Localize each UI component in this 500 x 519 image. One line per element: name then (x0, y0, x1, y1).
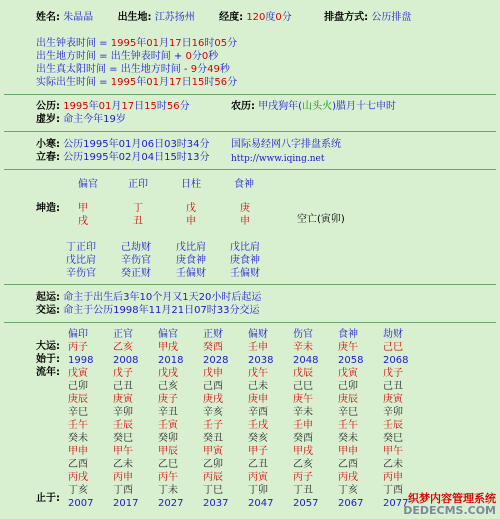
liunian-item: 癸巳 (383, 433, 403, 444)
liunian-item: 甲辰 (158, 446, 178, 457)
pillar-branch-2: 丑 (133, 216, 143, 227)
liunian-item: 辛巳 (338, 407, 358, 418)
liunian-item: 辛酉 (248, 407, 268, 418)
liunian-item: 丙辰 (203, 472, 223, 483)
hidden-stems-1: 丁正印 戊比肩 辛伤官 (66, 242, 96, 279)
liunian-item: 乙未 (383, 459, 403, 470)
liunian-item: 丁亥 (68, 485, 88, 496)
liunian-item: 戊戌 (158, 368, 178, 379)
liunian-item: 戊寅 (338, 368, 358, 379)
dayun-column (248, 328, 282, 510)
liunian-item: 壬午 (68, 420, 88, 431)
liunian-item: 丙申 (113, 472, 133, 483)
liunian-item: 丙申 (383, 472, 403, 483)
liunian-item: 癸未 (68, 433, 88, 444)
name-value: 朱晶晶 (63, 12, 94, 23)
dayun-end-year: 2047 (248, 498, 274, 509)
pillar-branch-1: 戌 (78, 216, 88, 227)
watermark-line1: 织梦内容管理系统 (408, 492, 496, 505)
liunian-item: 己卯 (338, 381, 358, 392)
dayun-god: 食神 (338, 329, 358, 340)
liunian-item: 丙戌 (68, 472, 88, 483)
pillar-branch-3: 申 (186, 216, 196, 227)
time-row-3: 出生真太阳时间 = 出生地方时间 - 9分49秒 (36, 64, 230, 75)
liunian-item: 己丑 (383, 381, 403, 392)
liunian-item: 丁卯 (248, 485, 268, 496)
liunian-item: 丁酉 (113, 485, 133, 496)
dayun-god: 伤官 (293, 329, 313, 340)
liunian-item: 辛卯 (383, 407, 403, 418)
liunian-item: 己丑 (113, 381, 133, 392)
liunian-item: 甲午 (383, 446, 403, 457)
dayun-column (203, 328, 237, 510)
liunian-item: 癸巳 (113, 433, 133, 444)
hidden-stems-4: 戊比肩 庚食神 壬偏财 (230, 242, 260, 279)
watermark-line2: DEDECMS.COM (403, 504, 496, 517)
watermark (403, 492, 496, 517)
liunian-item: 戊辰 (293, 368, 313, 379)
liunian-item: 丁亥 (338, 485, 358, 496)
dayun-stem: 癸酉 (203, 342, 223, 353)
liunian-item: 丙戌 (338, 472, 358, 483)
liunian-item: 戊寅 (68, 368, 88, 379)
dayun-start-year: 2028 (203, 355, 229, 366)
liunian-item: 壬戌 (248, 420, 268, 431)
liunian-item: 庚午 (293, 394, 313, 405)
liunian-item: 己巳 (293, 381, 313, 392)
dayun-stem: 壬申 (248, 342, 268, 353)
divider (4, 284, 496, 285)
liunian-item: 己亥 (158, 381, 178, 392)
method-label: 排盘方式: (324, 12, 369, 23)
liunian-item: 壬申 (293, 420, 313, 431)
qiyun-row: 起运: 命主于出生后3年10个月又1天20小时后起运 (36, 292, 262, 303)
longitude-deg-value: 120 (246, 12, 266, 23)
liunian-item: 壬午 (338, 420, 358, 431)
dayun-column (383, 328, 417, 510)
name-label: 姓名: (36, 12, 60, 23)
liunian-item: 丁巳 (203, 485, 223, 496)
dayun-start-year: 1998 (68, 355, 94, 366)
pillar-stem-4: 庚 (240, 203, 250, 214)
liunian-item: 己未 (248, 381, 268, 392)
liunian-item: 甲子 (248, 446, 268, 457)
divider (4, 94, 496, 95)
dayun-column (338, 328, 372, 510)
liunian-item: 己酉 (203, 381, 223, 392)
liunian-item: 壬寅 (158, 420, 178, 431)
liunian-item: 辛丑 (158, 407, 178, 418)
liunian-item: 戊午 (248, 368, 268, 379)
pillar-god-1: 偏官 (78, 179, 98, 190)
dayun-stem: 辛未 (293, 342, 313, 353)
pillar-stem-1: 甲 (78, 203, 88, 214)
liunian-item: 辛巳 (68, 407, 88, 418)
liunian-item: 癸丑 (203, 433, 223, 444)
liunian-item: 甲午 (113, 446, 133, 457)
liunian-item: 己卯 (68, 381, 88, 392)
solar-row: 公历: 1995年01月17日15时56分 (36, 101, 190, 112)
end-label: 止于: (36, 493, 60, 504)
dayun-start-year: 2018 (158, 355, 184, 366)
liunian-item: 乙酉 (338, 459, 358, 470)
nayin: 山头火 (302, 101, 333, 112)
liunian-item: 戊子 (113, 368, 133, 379)
site-url[interactable]: http://www.iqing.net (231, 154, 325, 164)
dayun-start-year: 2008 (113, 355, 139, 366)
pillar-god-2: 正印 (128, 179, 148, 190)
dayun-end-year: 2017 (113, 498, 139, 509)
liunian-item: 丙子 (293, 472, 313, 483)
liunian-item: 辛未 (293, 407, 313, 418)
liunian-item: 辛亥 (203, 407, 223, 418)
dayun-end-year: 2067 (338, 498, 364, 509)
liunian-item: 壬辰 (383, 420, 403, 431)
dayun-start-year: 2068 (383, 355, 409, 366)
liunian-item: 癸酉 (293, 433, 313, 444)
liunian-item: 癸亥 (248, 433, 268, 444)
liunian-item: 甲申 (338, 446, 358, 457)
dayun-god: 偏官 (158, 329, 178, 340)
dayun-column (113, 328, 147, 510)
pillar-god-3: 日柱 (181, 179, 201, 190)
birthplace-label: 出生地: (117, 12, 152, 23)
liunian-item: 丙寅 (248, 472, 268, 483)
dayun-god: 正官 (113, 329, 133, 340)
liunian-item: 庚寅 (383, 394, 403, 405)
liunian-item: 乙未 (113, 459, 133, 470)
liunian-item: 庚子 (158, 394, 178, 405)
pillar-branch-4: 申 (240, 216, 250, 227)
xusui-row: 虚岁: 命主今年19岁 (36, 114, 126, 125)
dayun-end-year: 2037 (203, 498, 229, 509)
liunian-item: 庚申 (248, 394, 268, 405)
hidden-stems-3: 戊比肩 庚食神 壬偏财 (176, 242, 206, 279)
dayun-end-year: 2057 (293, 498, 319, 509)
liunian-item: 戊子 (383, 368, 403, 379)
liunian-item: 辛卯 (113, 407, 133, 418)
divider (4, 322, 496, 323)
dayun-stem: 己巳 (383, 342, 403, 353)
kongwang: 空亡(寅卯) (297, 214, 345, 225)
longitude-deg-unit: 度 (265, 12, 276, 23)
liunian-label: 流年: (36, 367, 60, 378)
pillar-stem-3: 戊 (186, 203, 196, 214)
dayun-start-year: 2058 (338, 355, 364, 366)
dayun-column (158, 328, 192, 510)
pillar-stem-2: 丁 (133, 203, 143, 214)
dayun-column (68, 328, 102, 510)
liunian-item: 庚戌 (203, 394, 223, 405)
hidden-stems-2: 己劫财 辛伤官 癸正财 (121, 242, 151, 279)
dayun-god: 正财 (203, 329, 223, 340)
liunian-item: 癸卯 (158, 433, 178, 444)
jiaoyun-row: 交运: 命主于公历1998年11月21日07时33分交运 (36, 305, 260, 316)
divider (4, 131, 496, 132)
site-name: 国际易经网八字排盘系统 (231, 139, 341, 150)
liunian-item: 乙卯 (203, 459, 223, 470)
method-value: 公历排盘 (371, 12, 412, 23)
time-row-2: 出生地方时间 = 出生钟表时间 + 0分0秒 (36, 51, 219, 62)
liunian-item: 乙巳 (158, 459, 178, 470)
liunian-item: 癸未 (338, 433, 358, 444)
lunar-row: 农历: 甲戌狗年(山头火)腊月十七申时 (231, 101, 396, 112)
dayun-label: 大运: (36, 341, 60, 352)
time-row-4: 实际出生时间 = 1995年01月17日15时56分 (36, 77, 238, 88)
dayun-god: 偏印 (68, 329, 88, 340)
dayun-end-year: 2027 (158, 498, 184, 509)
header-line (36, 12, 411, 24)
start-label: 始于: (36, 354, 60, 365)
longitude-min-value: 0 (275, 12, 282, 23)
dayun-end-year: 2007 (68, 498, 94, 509)
dayun-start-year: 2048 (293, 355, 319, 366)
liunian-item: 甲戌 (293, 446, 313, 457)
liunian-item: 丁酉 (383, 485, 403, 496)
liunian-item: 丁丑 (293, 485, 313, 496)
liunian-item: 甲寅 (203, 446, 223, 457)
liunian-item: 丙午 (158, 472, 178, 483)
liunian-item: 庚寅 (113, 394, 133, 405)
liunian-item: 庚辰 (338, 394, 358, 405)
longitude-label: 经度: (219, 12, 244, 23)
dayun-stem: 乙亥 (113, 342, 133, 353)
liunian-item: 戊申 (203, 368, 223, 379)
liunian-item: 甲申 (68, 446, 88, 457)
liunian-item: 庚辰 (68, 394, 88, 405)
liunian-item: 壬子 (203, 420, 223, 431)
liunian-item: 乙酉 (68, 459, 88, 470)
liunian-item: 丁未 (158, 485, 178, 496)
liunian-item: 乙丑 (248, 459, 268, 470)
dayun-stem: 甲戌 (158, 342, 178, 353)
liunian-item: 乙亥 (293, 459, 313, 470)
dayun-god: 偏财 (248, 329, 268, 340)
dayun-end-year: 2077 (383, 498, 409, 509)
liunian-item: 壬辰 (113, 420, 133, 431)
pillar-god-4: 食神 (234, 179, 254, 190)
time-row-1: 出生钟表时间 = 1995年01月17日16时05分 (36, 38, 238, 49)
birthplace-value: 江苏扬州 (154, 12, 195, 23)
lichun-row: 立春: 公历1995年02月04日15时13分 (36, 152, 210, 163)
dayun-god: 劫财 (383, 329, 403, 340)
dayun-start-year: 2038 (248, 355, 274, 366)
dayun-stem: 庚午 (338, 342, 358, 353)
dayun-column (293, 328, 327, 510)
longitude-min-unit: 分 (281, 12, 292, 23)
xiaohan-row: 小寒: 公历1995年01月06日03时34分 (36, 139, 210, 150)
kun-label: 坤造: (36, 203, 60, 214)
dayun-stem: 丙子 (68, 342, 88, 353)
divider (4, 169, 496, 170)
